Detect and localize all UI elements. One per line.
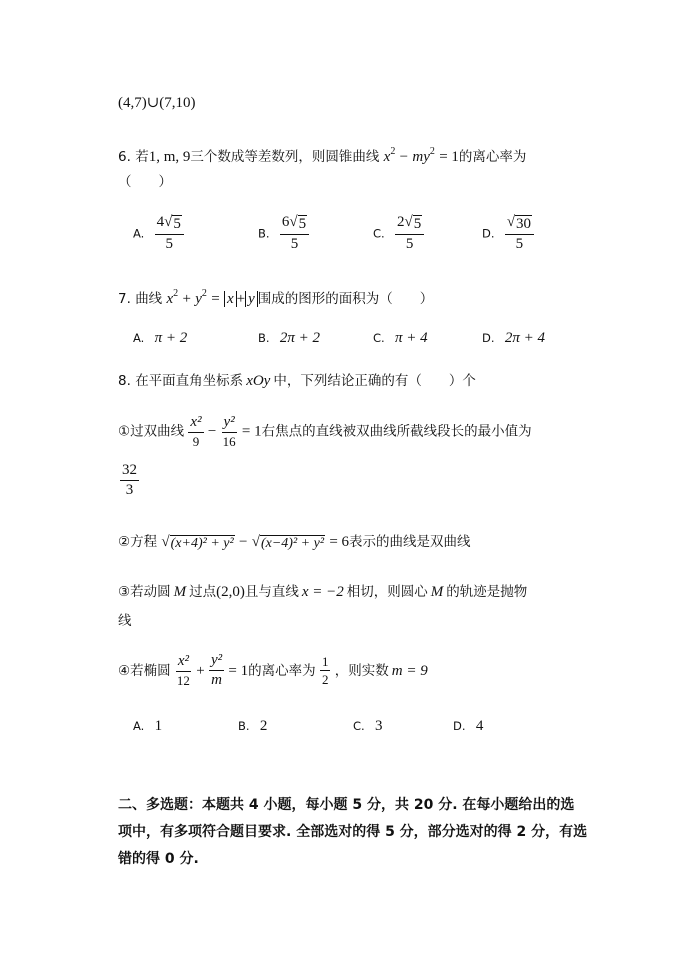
q6-option-a[interactable]: A. 4 √ 5 5 <box>133 215 184 252</box>
q7-pre: 曲线 <box>135 291 163 307</box>
q6-eq-my: my <box>412 149 430 165</box>
q6-seq: 1, m, 9 <box>148 149 191 165</box>
q6-post: 的离心率为 <box>458 149 527 165</box>
question-8: 8. 在平面直角坐标系 xOy 中，下列结论正确的有（ ）个 <box>118 373 476 389</box>
q6-bracket: （ ） <box>118 174 172 190</box>
q7-option-b[interactable]: B. 2π + 2 <box>258 330 320 346</box>
q8-option-b[interactable]: B. 2 <box>238 718 268 734</box>
q8-statement-1: ①过双曲线 $\frac{\text{x²}}{9}$ − $\frac{\text{y²}}{16}$ = 1右焦点的直线被双曲线所截线段长的最小值为 <box>118 414 532 449</box>
q7-post: 围成的图形的面积为（ ） <box>257 291 434 307</box>
q7-option-a[interactable]: A. π + 2 <box>133 330 188 346</box>
q8-statement-3-continued: 线 <box>118 613 132 629</box>
q8-coord: xOy <box>246 373 271 389</box>
q7-option-d[interactable]: D. 2π + 4 <box>482 330 545 346</box>
q8-statement-2: ②方程 √ (x+4)² + y² − √ (x−4)² + y² = 6表示的曲线是双曲线 <box>118 534 471 551</box>
q6-mid: 三个数成等差数列，则圆锥曲线 <box>190 149 380 165</box>
q6-eq-minus: − <box>399 149 409 165</box>
option-label: A. <box>133 226 145 241</box>
q8-option-d[interactable]: D. 4 <box>453 718 484 734</box>
q6-eq-x: x <box>383 149 391 165</box>
option-label: D. <box>482 226 495 241</box>
question-7: 7. 曲线 $x^2 + y^2 = x + y$ 围成的图形的面积为（ ） <box>118 288 434 307</box>
option-label: B. <box>258 226 270 241</box>
q6-eq-rhs: = 1 <box>439 149 459 165</box>
option-label: C. <box>373 226 385 241</box>
previous-answer: (4,7)∪(7,10) <box>118 95 196 111</box>
q8-statement-4: ④若椭圆 $\frac{\text{x²}}{12}$ + $\frac{\text{y²}}{m}$ = 1的离心率为 $\frac{1}{2}$ ，则实数 m = 9 <box>118 652 428 688</box>
section-2-instructions: 二、多选题：本题共 4 小题，每小题 5 分，共 20 分. 在每小题给出的选项中，有多项符合题目要求. 全部选对的得 5 分，部分选对的得 2 分，有选错的得 0 分. <box>118 797 588 867</box>
question-6: 6. 若1, m, 9三个数成等差数列，则圆锥曲线 $x^2 - my^2 = 1$的离心率为 <box>118 146 527 165</box>
q8-statement-1-answer: $\frac{32}{3}$ <box>122 462 137 498</box>
q6-number: 6. <box>118 149 131 165</box>
q6-option-b[interactable]: B. 6 √ 5 5 <box>258 215 309 252</box>
q6-option-d[interactable]: D. √ 30 5 <box>482 215 534 252</box>
q7-option-c[interactable]: C. π + 4 <box>373 330 428 346</box>
q7-number: 7. <box>118 291 131 307</box>
q6-option-c[interactable]: C. 2 √ 5 5 <box>373 215 424 252</box>
q8-option-a[interactable]: A. 1 <box>133 718 163 734</box>
q8-option-c[interactable]: C. 3 <box>353 718 383 734</box>
q8-statement-3: ③若动圆 M 过点(2,0)且与直线 x = −2 相切，则圆心 M 的轨迹是抛物 <box>118 584 528 600</box>
q6-pre: 若 <box>135 149 149 165</box>
